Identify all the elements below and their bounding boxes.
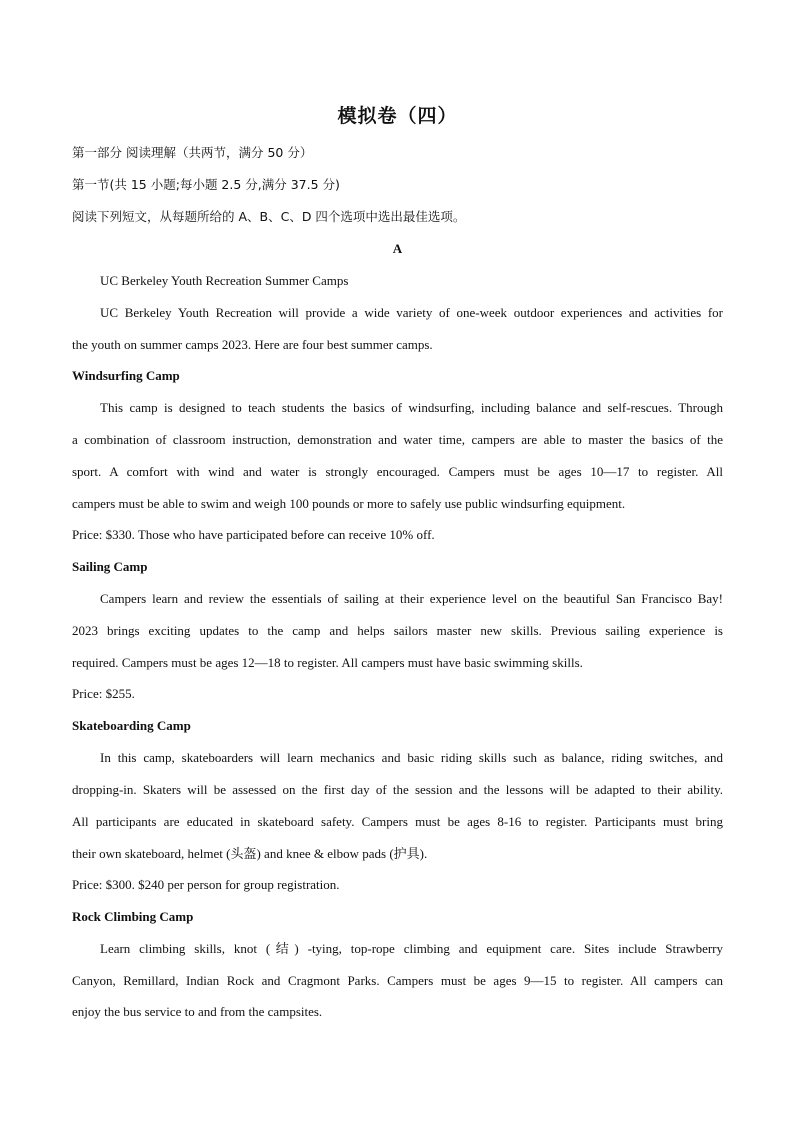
camp-text-line: This camp is designed to teach students the basics of windsurfing, including balance and self-rescues. Through xyxy=(100,400,723,415)
camp-text-line: Campers learn and review the essentials of sailing at their experience level on the beautiful San Francisco Bay! xyxy=(100,591,723,606)
camp-text-line: 2023 brings exciting updates to the camp and helps sailors master new skills. Previous sailing experience is xyxy=(72,623,723,638)
instruction-text: 阅读下列短文，从每题所给的 A、B、C、D 四个选项中选出最佳选项。 xyxy=(72,209,466,224)
camp-text-line: a combination of classroom instruction, demonstration and water time, campers are able to master the basics of the xyxy=(72,432,723,447)
camp-text-line: required. Campers must be ages 12—18 to register. All campers must have basic swimming skills. xyxy=(72,655,583,670)
camp-text-line: dropping-in. Skaters will be assessed on the first day of the session and the lessons will be adapted to their ability. xyxy=(72,782,723,797)
intro-line: UC Berkeley Youth Recreation will provide a wide variety of one-week outdoor experiences and activities for xyxy=(100,305,723,320)
camp-text-line: Learn climbing skills, knot (结) -tying, top-rope climbing and equipment care. Sites include Strawberry xyxy=(100,941,723,956)
camp-text-line: their own skateboard, helmet (头盔) and knee & elbow pads (护具). xyxy=(72,846,428,861)
camp-price: Price: $330. Those who have participated before can receive 10% off. xyxy=(72,527,435,542)
camp-text-line: campers must be able to swim and weigh 100 pounds or more to safely use public windsurfing equipment. xyxy=(72,496,626,511)
camp-text-line: In this camp, skateboarders will learn mechanics and basic riding skills such as balance, riding switches, and xyxy=(100,750,723,765)
passage-label: A xyxy=(392,241,403,256)
document-page xyxy=(72,0,723,1123)
page-title: 模拟卷（四） xyxy=(337,105,458,127)
intro-line: the youth on summer camps 2023. Here are four best summer camps. xyxy=(72,337,433,352)
camp-text-line: enjoy the bus service to and from the campsites. xyxy=(72,1004,323,1019)
section-heading: 第一节(共 15 小题;每小题 2.5 分,满分 37.5 分) xyxy=(72,177,340,192)
camp-price: Price: $300. $240 per person for group registration. xyxy=(72,877,340,892)
part-heading: 第一部分 阅读理解（共两节，满分 50 分） xyxy=(72,145,313,160)
passage-title: UC Berkeley Youth Recreation Summer Camps xyxy=(100,273,349,288)
camp-price: Price: $255. xyxy=(72,686,135,701)
camp-heading-windsurfing: Windsurfing Camp xyxy=(72,368,180,383)
camp-text-line: sport. A comfort with wind and water is strongly encouraged. Campers must be ages 10—17 to register. All xyxy=(72,464,723,479)
camp-heading-sailing: Sailing Camp xyxy=(72,559,148,574)
camp-heading-skateboarding: Skateboarding Camp xyxy=(72,718,191,733)
camp-heading-rock-climbing: Rock Climbing Camp xyxy=(72,909,194,924)
camp-text-line: All participants are educated in skateboard safety. Campers must be ages 8-16 to register. Participants must bring xyxy=(72,814,723,829)
camp-text-line: Canyon, Remillard, Indian Rock and Cragmont Parks. Campers must be ages 9—15 to register. All campers can xyxy=(72,973,723,988)
